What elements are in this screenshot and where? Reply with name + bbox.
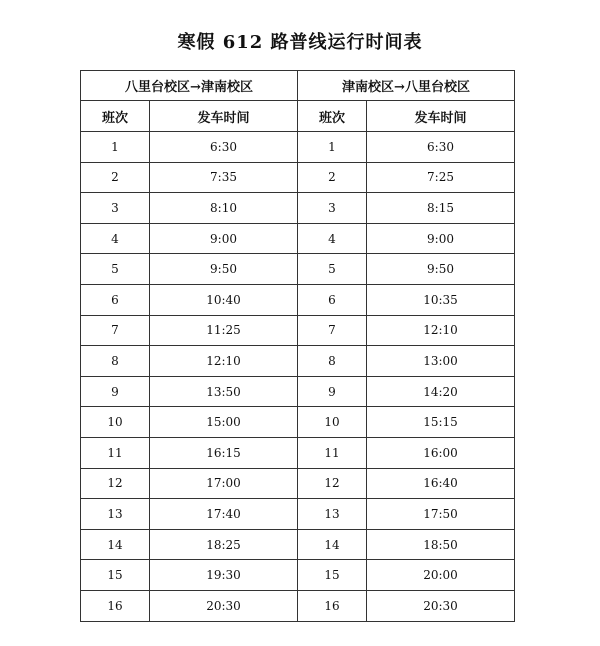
time-out-cell: 9:50 (150, 254, 298, 285)
trip-out-cell: 8 (81, 346, 150, 377)
time-out-cell: 12:10 (150, 346, 298, 377)
trip-out-cell: 1 (81, 132, 150, 163)
trip-out-cell: 10 (81, 407, 150, 438)
time-back-cell: 6:30 (367, 132, 515, 163)
trip-back-cell: 11 (298, 437, 367, 468)
table-row (81, 437, 515, 468)
table-row (81, 560, 515, 591)
header-row (81, 101, 515, 132)
trip-out-cell: 13 (81, 499, 150, 530)
trip-out-cell: 9 (81, 376, 150, 407)
time-back-cell: 8:15 (367, 193, 515, 224)
time-out-cell: 17:40 (150, 499, 298, 530)
trip-out-cell: 2 (81, 162, 150, 193)
trip-out-cell: 14 (81, 529, 150, 560)
trip-back-cell: 3 (298, 193, 367, 224)
time-back-cell: 16:40 (367, 468, 515, 499)
header-trip-back: 班次 (298, 101, 367, 132)
trip-back-cell: 8 (298, 346, 367, 377)
time-out-cell: 18:25 (150, 529, 298, 560)
time-back-cell: 9:50 (367, 254, 515, 285)
trip-out-cell: 4 (81, 223, 150, 254)
header-trip-out: 班次 (81, 101, 150, 132)
table-row (81, 162, 515, 193)
time-out-cell: 6:30 (150, 132, 298, 163)
time-out-cell: 9:00 (150, 223, 298, 254)
time-out-cell: 13:50 (150, 376, 298, 407)
trip-out-cell: 5 (81, 254, 150, 285)
trip-back-cell: 2 (298, 162, 367, 193)
time-back-cell: 20:00 (367, 560, 515, 591)
time-out-cell: 15:00 (150, 407, 298, 438)
trip-out-cell: 11 (81, 437, 150, 468)
time-back-cell: 12:10 (367, 315, 515, 346)
table-row (81, 193, 515, 224)
trip-back-cell: 5 (298, 254, 367, 285)
table-row (81, 529, 515, 560)
trip-out-cell: 16 (81, 590, 150, 621)
table-row (81, 468, 515, 499)
trip-out-cell: 3 (81, 193, 150, 224)
time-back-cell: 15:15 (367, 407, 515, 438)
table-row (81, 376, 515, 407)
time-back-cell: 10:35 (367, 284, 515, 315)
schedule-table (80, 70, 515, 622)
trip-back-cell: 15 (298, 560, 367, 591)
table-row (81, 254, 515, 285)
direction-back: 津南校区→八里台校区 (298, 71, 515, 101)
trip-back-cell: 12 (298, 468, 367, 499)
trip-out-cell: 15 (81, 560, 150, 591)
trip-out-cell: 7 (81, 315, 150, 346)
header-time-back: 发车时间 (367, 101, 515, 132)
table-row (81, 284, 515, 315)
header-time-out: 发车时间 (150, 101, 298, 132)
trip-back-cell: 4 (298, 223, 367, 254)
trip-out-cell: 12 (81, 468, 150, 499)
table-row (81, 346, 515, 377)
trip-back-cell: 14 (298, 529, 367, 560)
time-out-cell: 10:40 (150, 284, 298, 315)
table-row (81, 315, 515, 346)
time-back-cell: 18:50 (367, 529, 515, 560)
time-back-cell: 16:00 (367, 437, 515, 468)
table-row (81, 223, 515, 254)
time-back-cell: 9:00 (367, 223, 515, 254)
trip-back-cell: 1 (298, 132, 367, 163)
time-back-cell: 17:50 (367, 499, 515, 530)
trip-back-cell: 10 (298, 407, 367, 438)
direction-out: 八里台校区→津南校区 (81, 71, 298, 101)
direction-row (81, 71, 515, 101)
trip-back-cell: 7 (298, 315, 367, 346)
time-out-cell: 16:15 (150, 437, 298, 468)
time-out-cell: 11:25 (150, 315, 298, 346)
trip-out-cell: 6 (81, 284, 150, 315)
trip-back-cell: 16 (298, 590, 367, 621)
table-row (81, 132, 515, 163)
trip-back-cell: 9 (298, 376, 367, 407)
trip-back-cell: 13 (298, 499, 367, 530)
table-row (81, 407, 515, 438)
time-out-cell: 8:10 (150, 193, 298, 224)
time-back-cell: 14:20 (367, 376, 515, 407)
time-out-cell: 20:30 (150, 590, 298, 621)
time-out-cell: 7:35 (150, 162, 298, 193)
table-row (81, 499, 515, 530)
trip-back-cell: 6 (298, 284, 367, 315)
time-out-cell: 19:30 (150, 560, 298, 591)
table-row (81, 590, 515, 621)
time-back-cell: 20:30 (367, 590, 515, 621)
time-back-cell: 13:00 (367, 346, 515, 377)
time-back-cell: 7:25 (367, 162, 515, 193)
time-out-cell: 17:00 (150, 468, 298, 499)
page-title: 寒假 612 路普线运行时间表 (177, 32, 423, 53)
